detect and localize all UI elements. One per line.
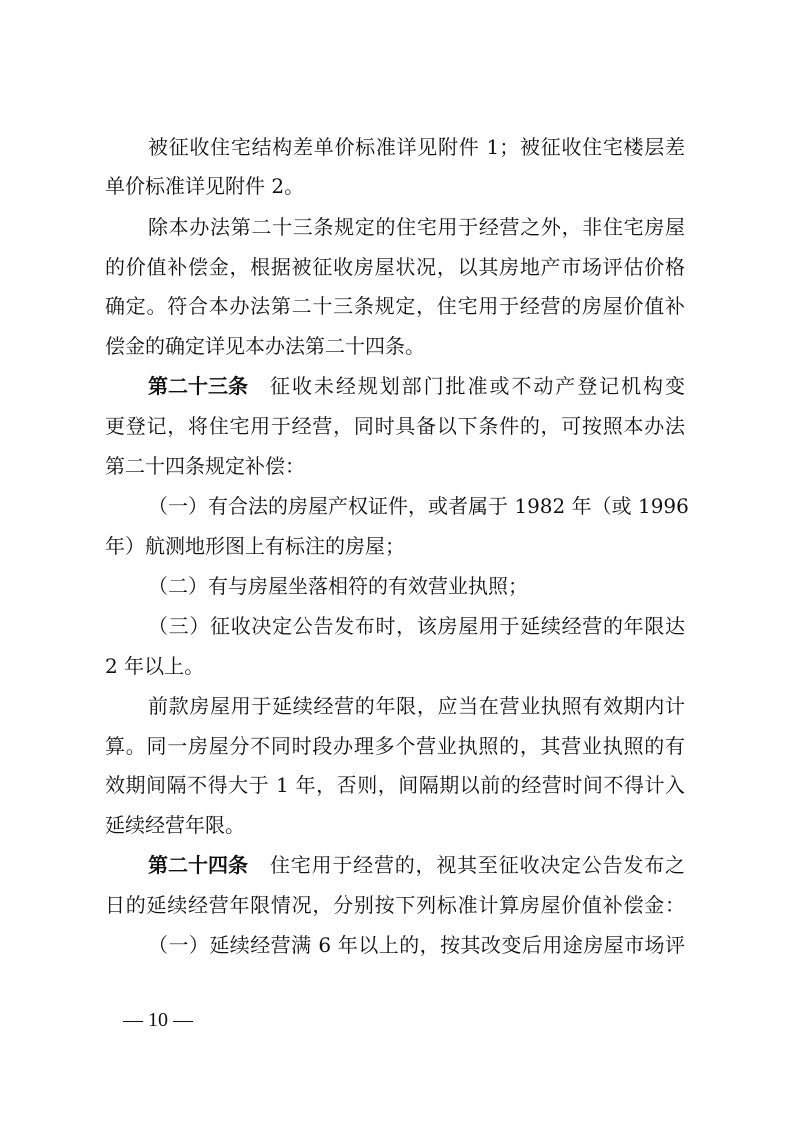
line-text: 住宅用于经营的，视其至征收决定公告发布之 (270, 853, 685, 877)
line-text: 年）航测地形图上有标注的房屋； (105, 534, 405, 558)
paragraph-line (0, 566, 793, 606)
paragraph-line (0, 726, 793, 766)
line-text: 日的延续经营年限情况，分别按下列标准计算房屋价值补偿金： (105, 893, 685, 917)
article-heading: 第二十四条 (148, 853, 248, 877)
paragraph-line (0, 166, 793, 206)
paragraph-line (0, 606, 793, 646)
paragraph-line (0, 406, 793, 446)
paragraph-line (0, 845, 793, 885)
line-text: 更登记，将住宅用于经营，同时具备以下条件的，可按照本办法 (105, 414, 685, 438)
line-text: 单价标准详见附件 2。 (105, 174, 305, 198)
line-text: 除本办法第二十三条规定的住宅用于经营之外，非住宅房屋 (148, 215, 685, 239)
line-text: 确定。符合本办法第二十三条规定，住宅用于经营的房屋价值补 (105, 294, 685, 318)
paragraph-line (0, 805, 793, 845)
paragraph-line (0, 326, 793, 366)
line-text: 效期间隔不得大于 1 年，否则，间隔期以前的经营时间不得计入 (105, 773, 685, 797)
line-text: 第二十四条规定补偿： (105, 454, 305, 478)
line-text: 征收未经规划部门批准或不动产登记机构变 (270, 374, 685, 398)
paragraph-line (0, 247, 793, 287)
line-text: 被征收住宅结构差单价标准详见附件 1；被征收住宅楼层差 (148, 135, 685, 159)
paragraph-line (0, 925, 793, 965)
line-text: 算。同一房屋分不同时段办理多个营业执照的，其营业执照的有 (105, 734, 685, 758)
paragraph-line (0, 765, 793, 805)
paragraph-line (0, 526, 793, 566)
paragraph-line (0, 127, 793, 167)
paragraph-line (0, 646, 793, 686)
line-text: 延续经营年限。 (105, 813, 245, 837)
paragraph-line (0, 366, 793, 406)
paragraph-line (0, 286, 793, 326)
article-heading: 第二十三条 (148, 374, 248, 398)
paragraph-line (0, 446, 793, 486)
line-text: （三）征收决定公告发布时，该房屋用于延续经营的年限达 (148, 614, 685, 638)
line-text: （一）有合法的房屋产权证件，或者属于 1982 年（或 1996 (148, 494, 689, 518)
line-text: （二）有与房屋坐落相符的有效营业执照； (148, 574, 528, 598)
page-number: — 10 — (123, 1009, 193, 1031)
line-text: （一）延续经营满 6 年以上的，按其改变后用途房屋市场评 (148, 933, 685, 957)
line-text: 前款房屋用于延续经营的年限，应当在营业执照有效期内计 (148, 694, 685, 718)
paragraph-line (0, 486, 793, 526)
paragraph-line (0, 885, 793, 925)
paragraph-line (0, 686, 793, 726)
line-text: 的价值补偿金，根据被征收房屋状况，以其房地产市场评估价格 (105, 255, 685, 279)
line-text: 偿金的确定详见本办法第二十四条。 (105, 334, 425, 358)
line-text: 2 年以上。 (105, 654, 205, 678)
paragraph-line (0, 207, 793, 247)
